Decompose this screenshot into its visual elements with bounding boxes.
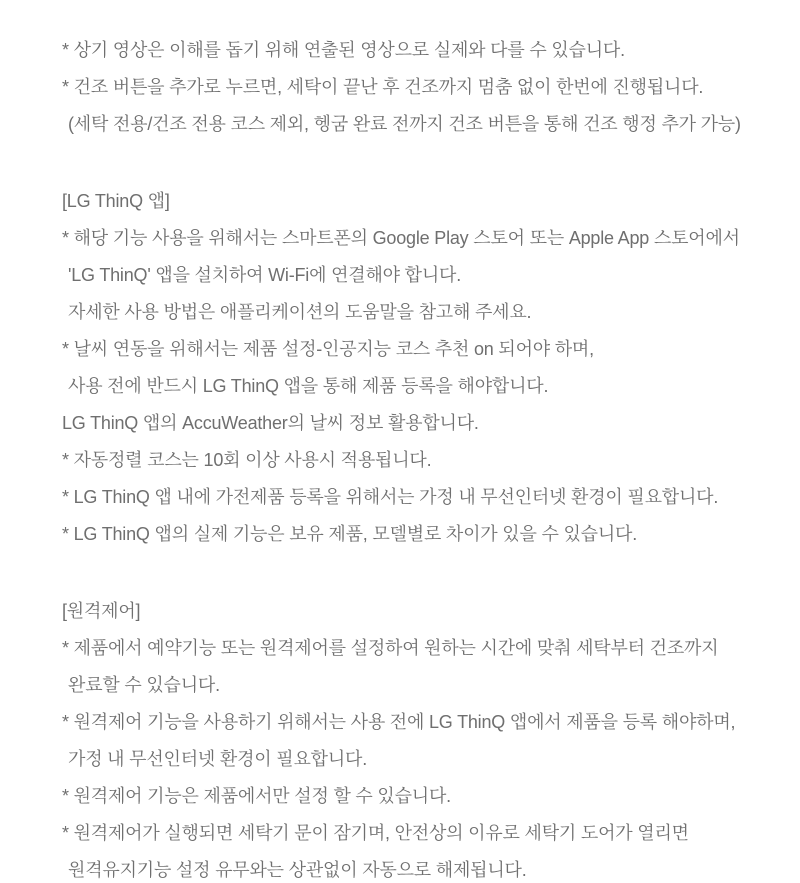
disclaimer-line: 완료할 수 있습니다. — [68, 675, 220, 695]
disclaimer-line: * 원격제어 기능은 제품에서만 설정 할 수 있습니다. — [62, 786, 451, 806]
disclaimer-line: 원격유지기능 설정 유무와는 상관없이 자동으로 해제됩니다. — [68, 860, 527, 880]
disclaimer-line: 사용 전에 반드시 LG ThinQ 앱을 통해 제품 등록을 해야합니다. — [68, 376, 549, 396]
note-section — [62, 593, 780, 883]
note-section — [62, 183, 780, 553]
disclaimer-line: 'LG ThinQ' 앱을 설치하여 Wi-Fi에 연결해야 합니다. — [68, 265, 461, 285]
disclaimer-line: * LG ThinQ 앱의 실제 기능은 보유 제품, 모델별로 차이가 있을 수 있습니다. — [62, 524, 638, 544]
disclaimer-line: LG ThinQ 앱의 AccuWeather의 날씨 정보 활용합니다. — [62, 413, 479, 433]
disclaimer-line: * 상기 영상은 이해를 돕기 위해 연출된 영상으로 실제와 다를 수 있습니다. — [62, 40, 625, 60]
disclaimer-line: (세탁 전용/건조 전용 코스 제외, 헹굼 완료 전까지 건조 버튼을 통해 건조 행정 추가 가능) — [68, 114, 741, 134]
section-header: [LG ThinQ 앱] — [62, 191, 170, 211]
disclaimer-line: * 원격제어 기능을 사용하기 위해서는 사용 전에 LG ThinQ 앱에서 제품을 등록 해야하며, — [62, 712, 736, 732]
disclaimer-line: 가정 내 무선인터넷 환경이 필요합니다. — [68, 749, 368, 769]
disclaimer-line: 자세한 사용 방법은 애플리케이션의 도움말을 참고해 주세요. — [68, 302, 532, 322]
disclaimer-line: * 원격제어가 실행되면 세탁기 문이 잠기며, 안전상의 이유로 세탁기 도어가 열리면 — [62, 823, 689, 843]
section-header: [원격제어] — [62, 601, 141, 621]
disclaimer-line: * 해당 기능 사용을 위해서는 스마트폰의 Google Play 스토어 또는 Apple App 스토어에서 — [62, 228, 740, 248]
disclaimer-line: * LG ThinQ 앱 내에 가전제품 등록을 위해서는 가정 내 무선인터넷 환경이 필요합니다. — [62, 487, 719, 507]
disclaimer-line: * 날씨 연동을 위해서는 제품 설정-인공지능 코스 추천 on 되어야 하며, — [62, 339, 594, 359]
note-section — [62, 32, 780, 143]
disclaimer-line: * 제품에서 예약기능 또는 원격제어를 설정하여 원하는 시간에 맞춰 세탁부터 건조까지 — [62, 638, 719, 658]
disclaimer-line: * 건조 버튼을 추가로 누르면, 세탁이 끝난 후 건조까지 멈춤 없이 한번에 진행됩니다. — [62, 77, 704, 97]
disclaimer-line: * 자동정렬 코스는 10회 이상 사용시 적용됩니다. — [62, 450, 432, 470]
